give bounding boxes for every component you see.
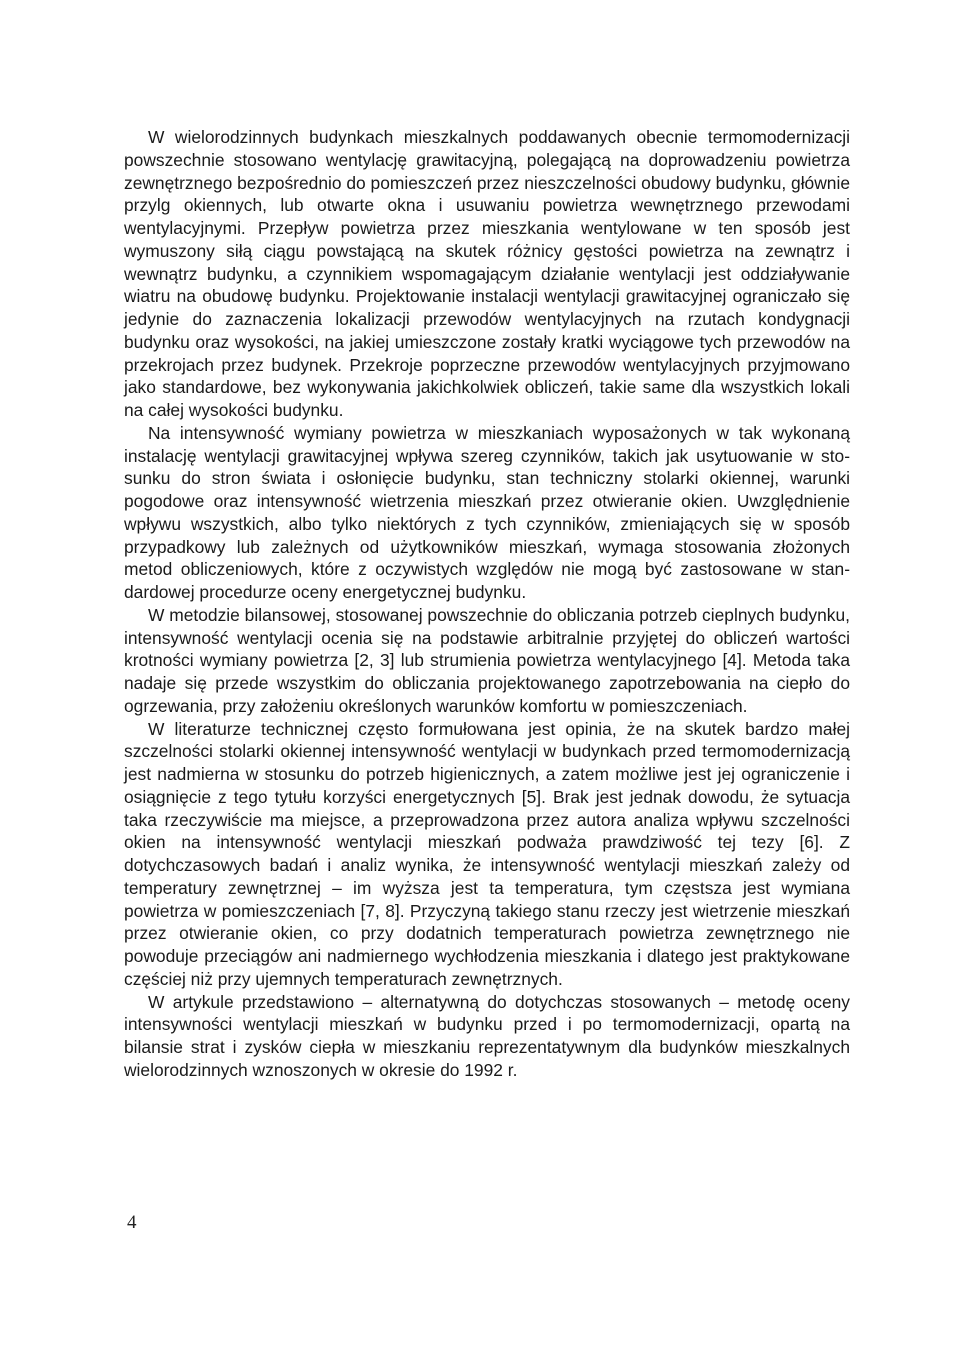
paragraph-4: W literaturze technicznej często formułowana jest opinia, że na skutek bardzo małej szczelności stolarki okiennej intensywność wentylacji w budynkach przed termomodernizacją jest nadmierna w stosunku do potrzeb higienicznych, a zatem możliwe jest jej ograniczenie i osiągnięcie z tego tytułu korzyści energetycznych [5]. Brak jest jednak dowodu, że sytuacja taka rzeczywiście ma miejsce, a przeprowadzona przez autora analiza wpływu szczelności okien na intensywność wentylacji mieszkań podważa prawdziwość tej tezy [6]. Z dotychczasowych badań i analiz wynika, że intensywność wentylacji mieszkań zależy od temperatury zewnętrznej – im wyższa jest ta temperatura, tym częstsza jest wymiana powietrza w pomieszczeniach [7, 8]. Przyczyną takiego stanu rzeczy jest wietrzenie mieszkań przez otwieranie okien, co przy dodatnich temperaturach powietrza zewnętrznego nie powoduje przeciągów ani nadmiernego wychłodzenia mieszkania i dlatego jest praktykowane częściej niż przy ujemnych temperaturach zewnętrznych. bbox=[124, 718, 850, 989]
paragraph-1: W wielorodzinnych budynkach mieszkalnych poddawanych obecnie termomodernizacji powszechnie stosowano wentylację grawitacyjną, polegającą na doprowadzeniu powietrza zewnętrznego bezpośrednio do pomieszczeń przez nieszczelności obudowy budynku, głównie przylg okiennych, lub otwarte okna i usuwaniu powietrza wewnętrznego przewodami wentylacyjnymi. Przepływ powietrza przez mieszkania wentylowane w ten sposób jest wymuszony siłą ciągu powstającą na skutek różnicy gęstości powietrza na zewnątrz i wewnątrz budynku, a czynnikiem wspomagającym działanie wentylacji jest oddziaływanie wiatru na obudowę budynku. Projektowanie instalacji wentylacji grawitacyjnej ograniczało się jedynie do zaznaczenia lokalizacji przewodów wentylacyjnych na rzutach kondygnacji budynku oraz wysokości, na jakiej umieszczone zostały kratki wyciągowe tych przewodów na przekrojach przez budynek. Przekroje poprzeczne przewodów wentylacyjnych przyjmowano jako standardowe, bez wykonywania jakichkolwiek obliczeń, takie same dla wszystkich lokali na całej wysokości budynku. bbox=[124, 127, 850, 420]
body-text bbox=[124, 126, 850, 1082]
paragraph-3: W metodzie bilansowej, stosowanej powszechnie do obliczania potrzeb cieplnych budynku, intensywność wentylacji ocenia się na podstawie arbitralnie przyjętej do obliczeń wartości krotności wymiany powietrza [2, 3] lub strumienia powietrza wentylacyjnego [4]. Metoda taka nadaje się przede wszystkim do obliczania projektowanego zapotrzebowania na ciepło do ogrzewania, przy założeniu określonych warunków komfortu w pomieszczeniach. bbox=[124, 604, 850, 716]
paragraph-5: W artykule przedstawiono – alternatywną do dotychczas stosowanych – metodę oceny intensywności wentylacji mieszkań w budynku przed i po termomodernizacji, opartą na bilansie strat i zysków ciepła w mieszkaniu reprezentatywnym dla budynków mieszkalnych wielorodzinnych wznoszonych w okresie do 1992 r. bbox=[124, 991, 850, 1080]
page-number: 4 bbox=[127, 1212, 137, 1233]
paragraph-2: Na intensywność wymiany powietrza w mieszkaniach wyposażonych w tak wykonaną instalację wentylacji grawitacyjnej wpływa szereg czynników, takich jak usytuowanie w stosunku do stron świata i osłonięcie budynku, stan techniczny stolarki okiennej, warunki pogodowe oraz intensywność wietrzenia mieszkań przez otwieranie okien. Uwzględnienie wpływu wszystkich, albo tylko niektórych z tych czynników, zmieniających się w sposób przypadkowy lub zależnych od użytkowników mieszkań, wymaga stosowania złożonych metod obliczeniowych, które z oczywistych względów nie mogą być zastosowane w standardowej procedurze oceny energetycznej budynku. bbox=[124, 422, 850, 602]
